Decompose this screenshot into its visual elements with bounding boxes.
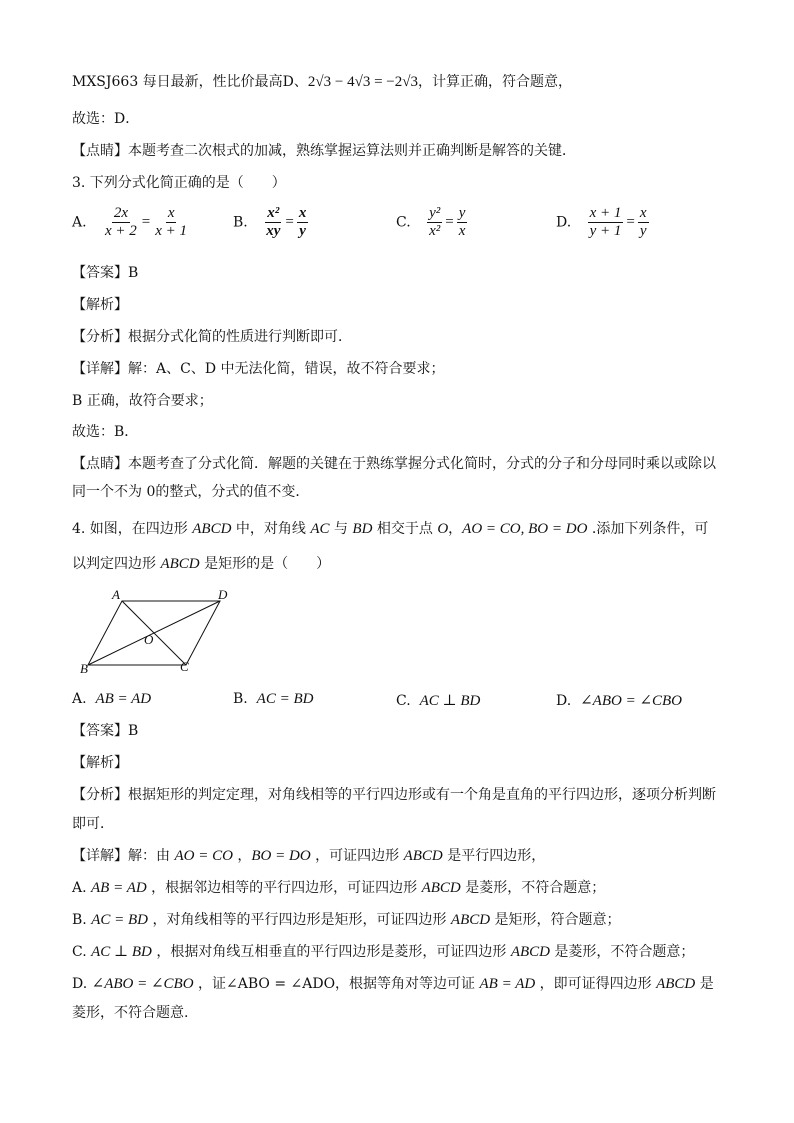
top-prefix: MXSJ663 每日最新，性比价最高D、 xyxy=(72,74,308,90)
q4-reason-b: B. AC = BD ，对角线相等的平行四边形是矩形，可证四边形 ABCD 是矩形，符合题意； xyxy=(72,912,621,928)
q2-tip: 【点睛】本题考查二次根式的加减，熟练掌握运算法则并正确判断是解答的关键． xyxy=(72,143,576,159)
q4-analysis: 【解析】 xyxy=(72,755,128,771)
top-line xyxy=(72,72,572,92)
q4-reason-d-2: 菱形，不符合题意. xyxy=(72,1005,189,1021)
q4-option-d: D. ∠ABO = ∠CBO xyxy=(556,693,683,709)
label-b: B xyxy=(80,661,88,676)
q3-tip-2: 同一个不为 0的整式，分式的值不变． xyxy=(72,484,310,500)
q3-detail: 【详解】解：A、C、D 中无法化简，错误，故不符合要求； xyxy=(72,361,445,377)
q4-detail: 【详解】解：由 AO = CO ，BO = DO ，可证四边形 ABCD 是平行四边形， xyxy=(72,848,546,864)
q2-choose: 故选：D． xyxy=(72,111,140,127)
eq-left: 2√3 xyxy=(307,74,332,90)
label-c: C xyxy=(180,659,189,674)
label-d: D xyxy=(218,587,228,602)
parallelogram-figure xyxy=(76,587,236,677)
q4-reason-c: C. AC ⊥ BD ，根据对角线互相垂直的平行四边形是菱形，可证四边形 ABCD 是菱形，不符合题意； xyxy=(72,944,695,960)
q3-option-b: B. $\frac{\text{x²}}{xy}$ = $\frac{x}{y}$ xyxy=(233,205,307,239)
q4-reason-d: D. ∠ABO = ∠CBO ，证∠ABO = ∠ADO，根据等角对等边可证 AB = AD ，即可证得四边形 ABCD 是 xyxy=(72,976,714,992)
q4-stem-2: 以判定四边形 ABCD 是矩形的是（ ） xyxy=(72,556,331,572)
q4-answer: 【答案】B xyxy=(72,723,139,739)
diagonal-bd xyxy=(88,601,220,665)
label-a: A xyxy=(112,587,120,602)
q3-option-d: D. $\frac{x + 1}{y + 1}$ = $\frac{x}{y}$ xyxy=(556,205,647,239)
q3-tip-1: 【点睛】本题考查了分式化简．解题的关键在于熟练掌握分式化简时，分式的分子和分母同时乘以或除以 xyxy=(72,456,716,472)
q4-fenxi-2: 即可． xyxy=(72,816,114,832)
q3-fenxi: 【分析】根据分式化简的性质进行判断即可． xyxy=(72,329,352,345)
q3-answer: 【答案】B xyxy=(72,265,139,281)
q3-stem: 3. 下列分式化简正确的是（ ） xyxy=(72,175,286,191)
q3-choose: 故选：B． xyxy=(72,424,139,440)
q3-analysis: 【解析】 xyxy=(72,297,128,313)
q4-stem-1: 4. 如图，在四边形 ABCD 中，对角线 AC 与 BD 相交于点 O，AO = CO, BO = DO .添加下列条件，可 xyxy=(72,521,709,537)
top-suffix: ，计算正确，符合题意， xyxy=(418,74,572,90)
q4-reason-a: A. AB = AD ，根据邻边相等的平行四边形，可证四边形 ABCD 是菱形，不符合题意； xyxy=(72,880,606,896)
eq-mid: − 4√3 = xyxy=(331,74,387,90)
q4-option-b: B. AC = BD xyxy=(233,691,314,707)
label-o: O xyxy=(144,632,154,647)
q3-option-c: C. $\frac{\text{y²}}{\text{x²}}$ = $\frac{y}{x}$ xyxy=(396,205,466,239)
q4-option-a: A. AB = AD xyxy=(72,691,152,707)
q3-b-ok: B 正确，故符合要求； xyxy=(72,393,213,409)
q3-option-a: A. $\frac{2x}{x + 2}$ = $\frac{x}{x + 1}$ xyxy=(72,205,188,239)
eq-right: −2√3 xyxy=(386,74,418,90)
q4-fenxi-1: 【分析】根据矩形的判定定理，对角线相等的平行四边形或有一个角是直角的平行四边形，逐项分析判断 xyxy=(72,787,716,803)
q4-option-c: C. AC ⊥ BD xyxy=(396,693,481,709)
